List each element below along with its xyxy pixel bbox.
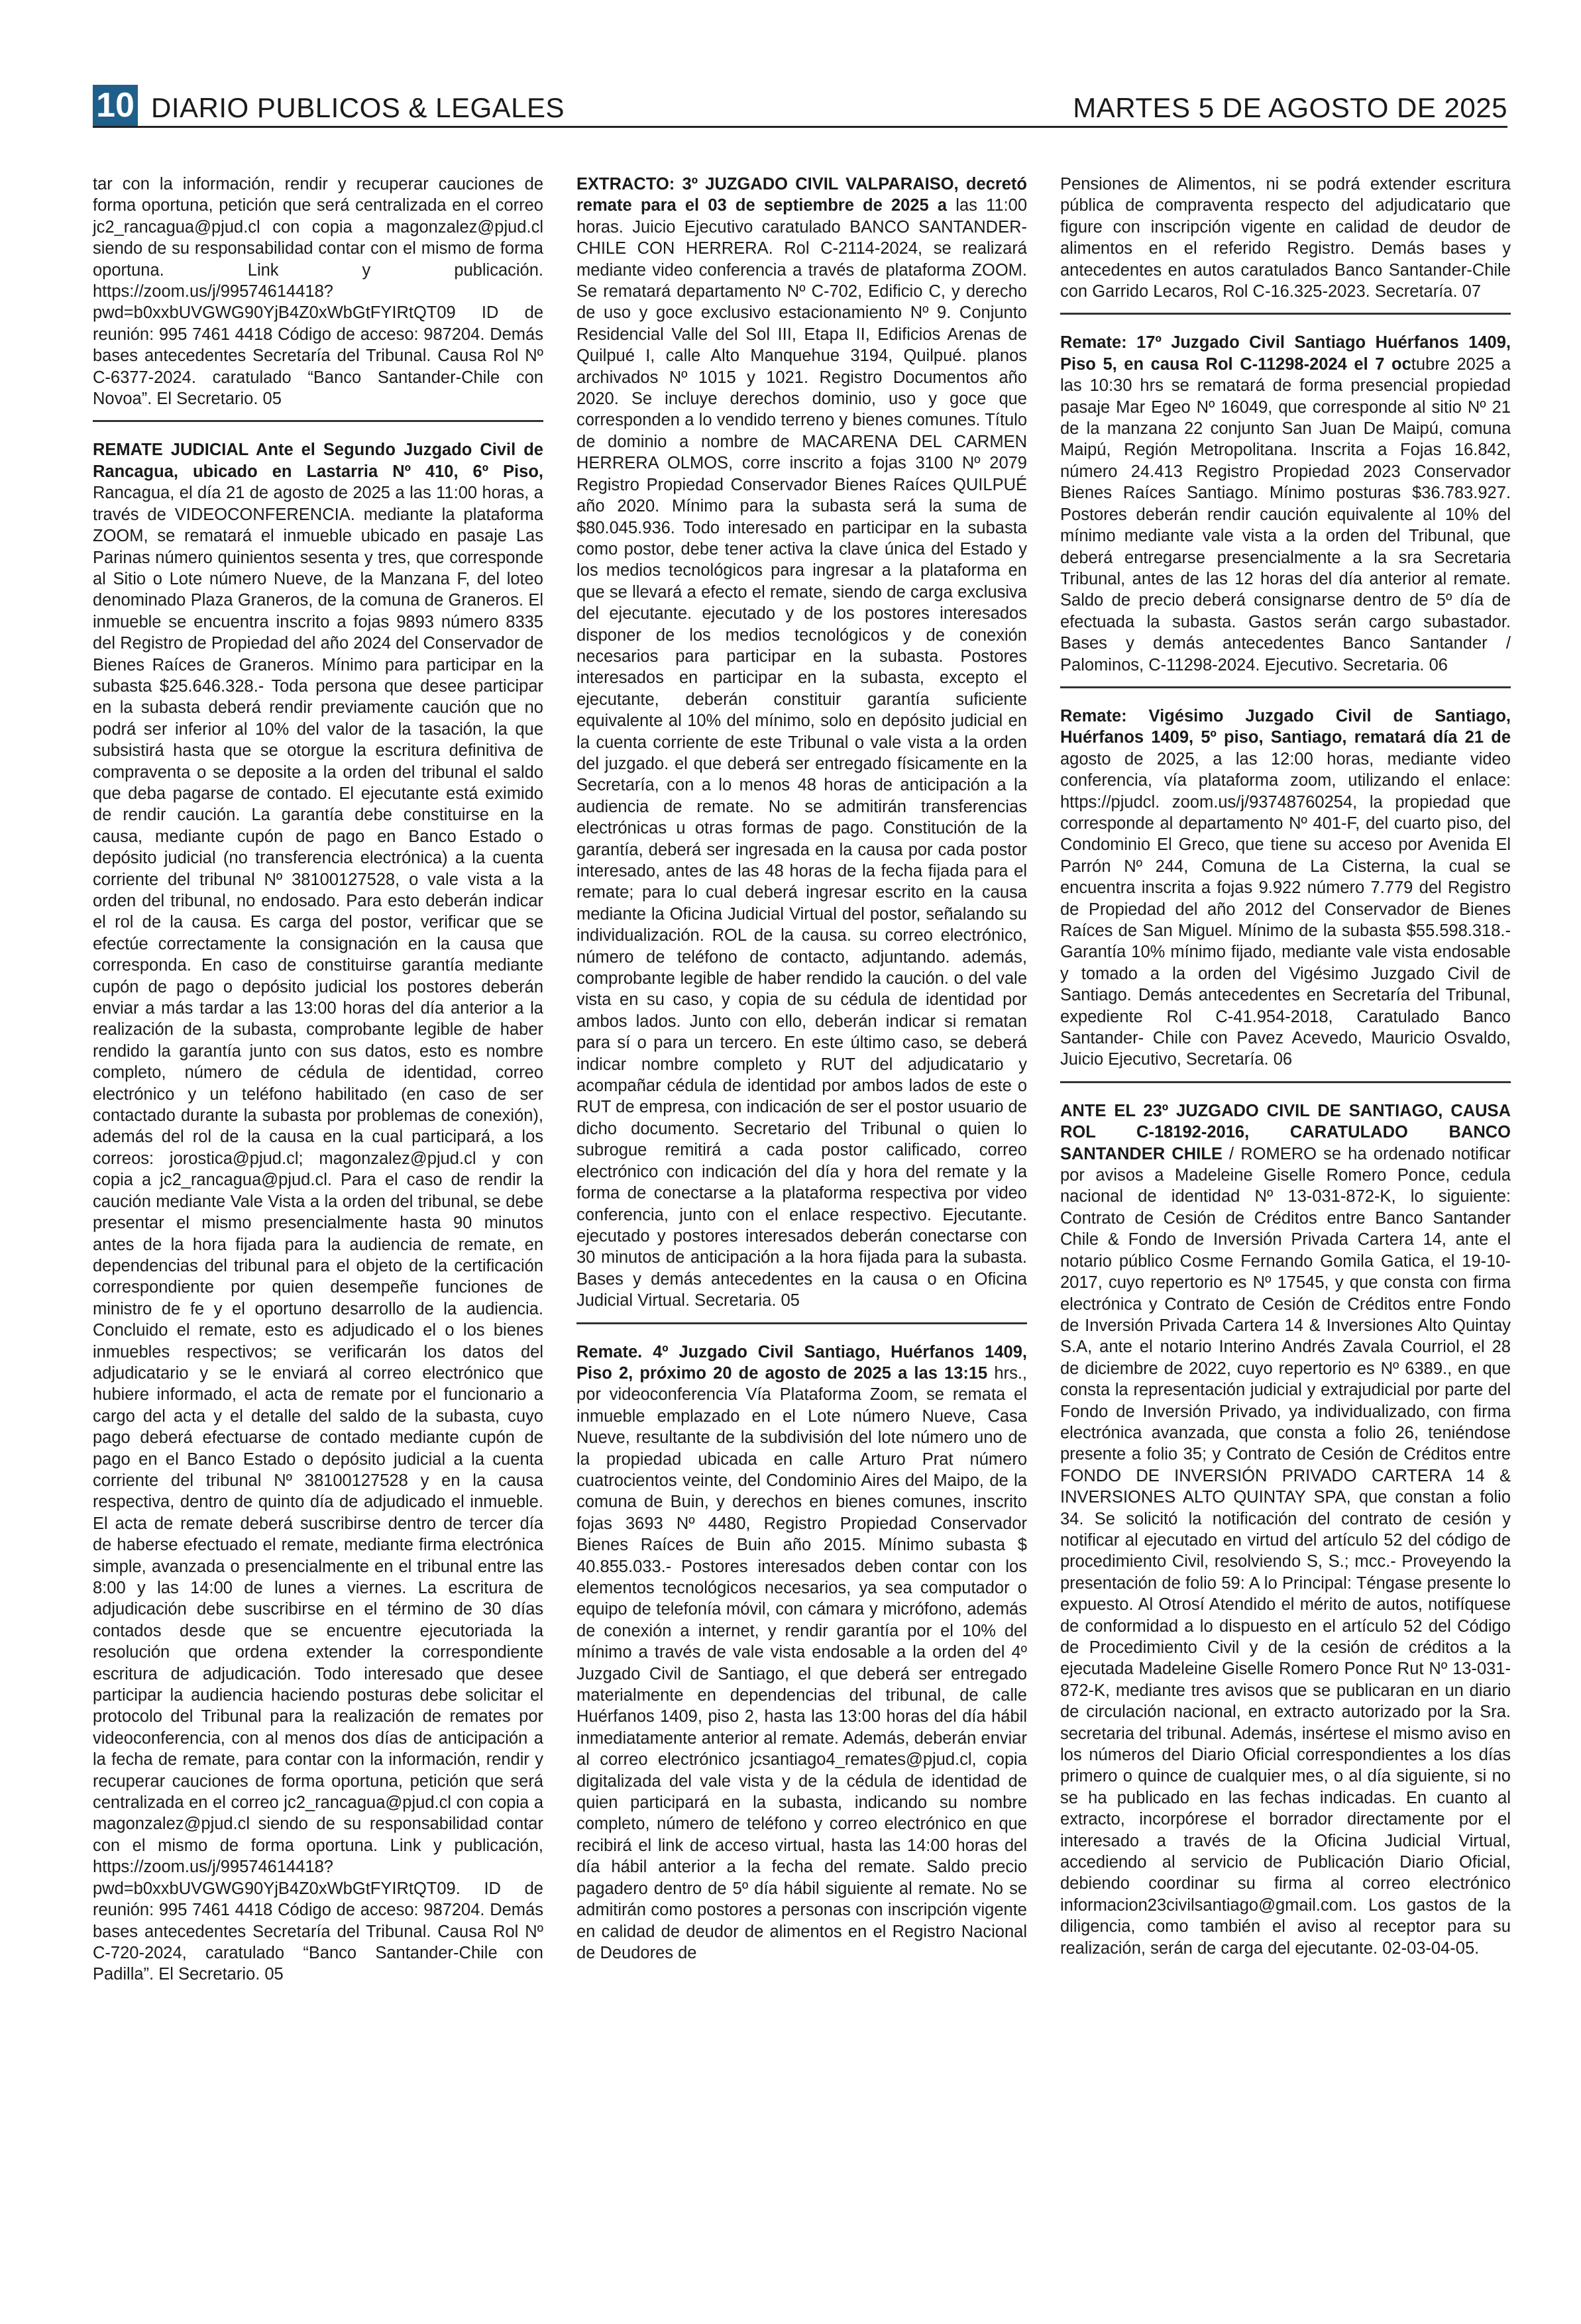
notice-text: tubre 2025 a las 10:30 hrs se rematará de forma presencial propiedad pasaje Mar Egeo Nº 16049, que corresponde al sitio Nº 21 de la manzana 22 conjunto San Juan De Maipú, comuna Maipú, Región Metropolitana. Inscrita a Fojas 16.842, número 24.413 Registro Propiedad 2023 Conservador Bienes Raíces Santiago. Mínimo posturas $36.783.927. Postores deberán rendir caución equivalente al 10% del mínimo mediante vale vista a la orden del Tribunal, que deberá entregarse presencialmente a la sra Secretaria Tribunal, antes de las 12 horas del día anterior al remate. Saldo de precio deberá consignarse dentro de 5º día de efectuada la subasta. Gastos serán cargo subastador. Bases y demás antecedentes Banco Santander / Palominos, C-11298-2024. Ejecutivo. Secretaria. 06 <box>1060 354 1511 674</box>
notice-separator <box>93 420 543 422</box>
notice-separator <box>1060 313 1511 315</box>
legal-notice <box>1060 332 1511 676</box>
notice-text: agosto de 2025, a las 12:00 horas, mediante video conferencia, vía plataforma zoom, utilizando el enlace: https://pjudcl. zoom.us/j/93748760254, la propiedad que corresponde al departamento Nº 401-F, del cuarto piso, del Condominio El Greco, que tiene su acceso por Avenida El Parrón Nº 244, Comuna de La Cisterna, la cual se encuentra inscrita a fojas 9.922 número 7.779 del Registro de Propiedad del año 2012 del Conservador de Bienes Raíces de San Miguel. Mínimo de la subasta $55.598.318.- Garantía 10% mínimo fijado, mediante vale vista endosable y tomado a la orden del Vigésimo Juzgado Civil de Santiago. Demás antecedentes en Secretaría del Tribunal, expediente Rol C-41.954-2018, Caratulado Banco Santander- Chile con Pavez Acevedo, Mauricio Osvaldo, Juicio Ejecutivo, Secretaría. 06 <box>1060 749 1511 1069</box>
notice-heading: EXTRACTO: 3º JUZGADO CIVIL VALPARAISO, decretó remate para el 03 de septiembre de 2025 a <box>576 175 1027 215</box>
page-number: 10 <box>93 85 138 126</box>
notice-heading: Remate: 17º Juzgado Civil Santiago Huérfanos 1409, Piso 5, en causa Rol C-11298-2024 el 7 oc <box>1060 333 1511 374</box>
publication-date: MARTES 5 DE AGOSTO DE 2025 <box>1073 92 1507 123</box>
notice-heading: Remate: Vigésimo Juzgado Civil de Santiago, Huérfanos 1409, 5º piso, Santiago, rematará día 21 de <box>1060 706 1511 747</box>
notice-text: hrs., por videoconferencia Vía Plataforma Zoom, se remata el inmueble emplazado en el Lote número Nueve, Casa Nueve, resultante de la subdivisión del lote número uno de la propiedad ubicada en calle Arturo Prat número cuatrocientos veinte, del Condominio Aires del Maipo, de la comuna de Buin, y derechos en bienes comunes, inscrito fojas 3693 Nº 4480, Registro Propiedad Conservador Bienes Raíces de Buin año 2015. Mínimo subasta $ 40.855.033.- Postores interesados deben contar con los elementos tecnológicos necesarios, ya sea computador o equipo de telefonía móvil, con cámara y micrófono, además de conexión a internet, y rendir garantía por el 10% del mínimo a través de vale vista endosable a la orden del 4º Juzgado Civil de Santiago, el que deberá ser entregado materialmente en dependencias del tribunal, de calle Huérfanos 1409, piso 2, hasta las 13:00 horas del día hábil inmediatamente anterior al remate. Además, deberán enviar al correo electrónico jcsantiago4_remates@pjud.cl, copia digitalizada del vale vista y de la cédula de identidad de quien participará en la subasta, indicando su nombre completo, número de teléfono y correo electrónico en que recibirá el link de acceso virtual, hasta las 14:00 horas del día hábil anterior a la fecha del remate. Saldo precio pagadero dentro de 5º día hábil siguiente al remate. No se admitirán como postores a personas con inscripción vigente en calidad de deudor de alimentos en el Registro Nacional de Deudores de <box>576 1363 1027 1962</box>
legal-notice <box>1060 174 1511 302</box>
column-3 <box>1060 174 1511 1959</box>
notice-separator <box>576 1322 1027 1324</box>
legal-notice <box>576 174 1027 1312</box>
publication-title: DIARIO PUBLICOS & LEGALES <box>151 92 565 123</box>
notice-separator <box>1060 1081 1511 1083</box>
notice-heading: Remate. 4º Juzgado Civil Santiago, Huérfanos 1409, Piso 2, próximo 20 de agosto de 2025 a las 13:15 <box>576 1342 1027 1383</box>
notice-text: Rancagua, el día 21 de agosto de 2025 a las 11:00 horas, a través de VIDEOCONFERENCIA. mediante la plataforma ZOOM, se rematará el inmueble ubicado en pasaje Las Parinas número quinientos sesenta y tres, que corresponde al Sitio o Lote número Nueve, de la Manzana F, del loteo denominado Plaza Graneros, de la comuna de Graneros. El inmueble se encuentra inscrito a fojas 9893 número 8335 del Registro de Propiedad del año 2024 del Conservador de Bienes Raíces de Graneros. Mínimo para participar en la subasta $25.646.328.- Toda persona que desee participar en la subasta deberá rendir previamente caución que no podrá ser inferior al 10% del valor de la tasación, la que subsistirá hasta que se otorgue la escritura definitiva de compraventa o se deposite a la orden del tribunal el saldo que deba pagarse de contado. El ejecutante está eximido de rendir caución. La garantía debe constituirse en la causa, mediante cupón de pago en Banco Estado o depósito judicial (no transferencia electrónica) a la cuenta corriente del tribunal Nº 38100127528, o vale vista a la orden del tribunal, no endosado. Para esto deberán indicar el rol de la causa. Es carga del postor, verificar que se efectúe correctamente la consignación en la causa que corresponda. En caso de constituirse garantía mediante cupón de pago o depósito judicial los postores deberán enviar a más tardar a las 13:00 horas del día anterior a la realización de la subasta, comprobante legible de haber rendido la garantía junto con sus datos, esto es nombre completo, número de cédula de identidad, correo electrónico y un teléfono habilitado (en caso de ser contactado durante la subasta por problemas de conexión), además del rol de la causa en la cual participará, a los correos: jorostica@pjud.cl; magonzalez@pjud.cl y con copia a jc2_rancagua@pjud.cl. Para el caso de rendir la caución mediante Vale Vista a la orden del tribunal, se debe presentar el mismo presencialmente hasta 90 minutos antes de la hora fijada para la audiencia de remate, en dependencias del tribunal para el objeto de la certificación correspondiente por quien desempeñe funciones de ministro de fe y el oportuno desarrollo de la audiencia. Concluido el remate, esto es adjudicado el o los bienes inmuebles respectivos; se verificarán los datos del adjudicatario y se le enviará al correo electrónico que hubiere informado, el acta de remate por el funcionario a cargo del acta y el detalle del saldo de la subasta, cuyo pago deberá efectuarse de contado mediante cupón de pago en el Banco Estado o depósito judicial a la cuenta corriente del tribunal Nº 38100127528 y en la causa respectiva, dentro de quinto día de adjudicado el inmueble. El acta de remate deberá suscribirse dentro de tercer día de haberse efectuado el remate, mediante firma electrónica simple, avanzada o presencialmente en el tribunal entre las 8:00 y las 14:00 de lunes a viernes. La escritura de adjudicación debe suscribirse en el término de 30 días contados desde que se encuentre ejecutoriada la resolución que ordena extender la correspondiente escritura de adjudicación. Todo interesado que desee participar la audiencia haciendo posturas debe solicitar el protocolo del Tribunal para la realización de remates por videoconferencia, con al menos dos días de anticipación a la fecha de remate, para contar con la información, rendir y recuperar cauciones de forma oportuna, petición que será centralizada en el correo jc2_rancagua@pjud.cl con copia a magonzalez@pjud.cl siendo de su responsabilidad contar con el mismo de forma oportuna. Link y publicación, https://zoom.us/j/99574614418?pwd=b0xxbUVGWG90YjB4Z0xWbGtFYIRtQT09. ID de reunión: 995 7461 4418 Código de acceso: 987204. Demás bases antecedentes Secretaría del Tribunal. Causa Rol Nº C-720-2024, caratulado “Banco Santander-Chile con Padilla”. El Secretario. 05 <box>93 484 543 1984</box>
legal-notice <box>1060 1100 1511 1959</box>
legal-notice <box>1060 706 1511 1071</box>
notice-text: / ROMERO se ha ordenado notificar por avisos a Madeleine Giselle Romero Ponce, cedula nacional de identidad Nº 13-031-872-K, lo siguiente: Contrato de Cesión de Créditos entre Banco Santander Chile & Fondo de Inversión Privada Cartera 14, ante el notario público Cosme Fernando Gomila Gatica, el 19-10-2017, cuyo repertorio es Nº 17545, y que consta con firma electrónica y Contrato de Cesión de Créditos entre Fondo de Inversión Privada Cartera 14 & Inversiones Alto Quintay S.A, ante el notario Interino Andrés Zavala Courriol, el 28 de diciembre de 2022, cuyo repertorio es Nº 6389., en que consta la representación judicial y extrajudicial por parte del Fondo de Inversión Privado, ya individualizado, con firma electrónica avanzada, que consta a folio 26, teniéndose presente a folio 35; y Contrato de Cesión de Créditos entre FONDO DE INVERSIÓN PRIVADO CARTERA 14 & INVERSIONES ALTO QUINTAY SPA, que constan a folio 34. Se solicitó la notificación del contrato de cesión y notificar al ejecutado en virtud del artículo 52 del código de procedimiento Civil, resolviendo S, S.; mcc.- Proveyendo la presentación de folio 59: A lo Principal: Téngase presente lo expuesto. Al Otrosí Atendido el mérito de autos, notifíquese de conformidad a lo dispuesto en el artículo 52 del Código de Procedimiento Civil y de la cesión de créditos a la ejecutada Madeleine Giselle Romero Ponce Rut Nº 13-031-872-K, mediante tres avisos que se publicaran en un diario de circulación nacional, en extracto autorizado por la Sra. secretaria del tribunal. Además, insértese el mismo aviso en los números del Diario Oficial correspondientes a los días primero o quince de cualquier mes, o al día siguiente, si no se ha publicado en las fechas indicadas. En cuanto al extracto, incorpórese el borrador directamente por el interesado a través de la Oficina Judicial Virtual, accediendo al servicio de Publicación Diario Oficial, debiendo coordinar su firma al correo electrónico informacion23civilsantiago@gmail.com. Los gastos de la diligencia, como también el aviso al receptor para su realización, serán de carga del ejecutante. 02-03-04-05. <box>1060 1144 1511 1958</box>
legal-notice <box>93 439 543 1985</box>
column-2 <box>576 174 1027 1964</box>
notice-text: Pensiones de Alimentos, ni se podrá extender escritura pública de compraventa respecto del adjudicatario que figure con inscripción vigente en calidad de deudor de alimentos en el referido Registro. Demás bases y antecedentes en autos caratulados Banco Santander-Chile con Garrido Lecaros, Rol C-16.325-2023. Secretaría. 07 <box>1060 175 1511 301</box>
page-header <box>93 85 1507 128</box>
notice-text: las 11:00 horas. Juicio Ejecutivo caratulado BANCO SANTANDER-CHILE CON HERRERA. Rol C-2114-2024, se realizará mediante video conferencia a través de plataforma ZOOM. Se rematará departamento Nº C-702, Edificio C, y derecho de uso y goce exclusivo estacionamiento Nº 9. Conjunto Residencial Valle del Sol III, Etapa II, Edificios Arenas de Quilpué I, calle Alto Manquehue 3194, Quilpué. planos archivados Nº 1015 y 1021. Registro Documentos año 2020. Se incluye derechos dominio, uso y goce que corresponden a lo vendido terreno y bienes comunes. Título de dominio a nombre de MACARENA DEL CARMEN HERRERA OLMOS, corre inscrito a fojas 3100 Nº 2079 Registro Propiedad Conservador Bienes Raíces QUILPUÉ año 2020. Mínimo para la subasta será la suma de $80.045.936. Todo interesado en participar en la subasta como postor, debe tener activa la clave única del Estado y los medios tecnológicos para ingresar a la plataforma en que se llevará a efecto el remate, siendo de carga exclusiva del ejecutante. ejecutado y de los postores interesados disponer de los medios tecnológicos y de conexión necesarios para participar en la subasta. Postores interesados en participar en la subasta, excepto el ejecutante, deberán constituir garantía suficiente equivalente al 10% del mínimo, solo en depósito judicial en la cuenta corriente de este Tribunal o vale vista a la orden del juzgado. el que deberá ser entregado físicamente en la Secretaría, con a lo menos 48 horas de anticipación a la audiencia de remate. No se admitirán transferencias electrónicas u otras formas de pago. Constitución de la garantía, deberá ser ingresada en la causa por cada postor interesado, antes de las 48 horas de la fecha fijada para el remate; para lo cual deberá ingresar escrito en la causa mediante la Oficina Judicial Virtual del postor, señalando su individualización. ROL de la causa. su correo electrónico, número de teléfono de contacto, adjuntando. además, comprobante legible de haber rendido la caución. o del vale vista en su caso, y copia de su cédula de identidad por ambos lados. Junto con ello, deberán indicar si rematan para sí o para un tercero. En este último caso, se deberá indicar nombre completo y RUT del adjudicatario y acompañar cédula de identidad por ambos lados de este o RUT de empresa, con indicación de ser el postor usuario de dicho documento. Secretario del Tribunal o quien lo subrogue remitirá a cada postor calificado, correo electrónico con indicación del día y hora del remate y la forma de conectarse a la plataforma respectiva por video conferencia, junto con el enlace respectivo. Ejecutante. ejecutado y postores interesados deberán conectarse con 30 minutos de anticipación a la hora fijada para la subasta. Bases y demás antecedentes en la causa o en Oficina Judicial Virtual. Secretaria. 05 <box>576 196 1027 1310</box>
legal-notice <box>576 1342 1027 1964</box>
notice-text: tar con la información, rendir y recuperar cauciones de forma oportuna, petición que será centralizada en el correo jc2_rancagua@pjud.cl con copia a magonzalez@pjud.cl siendo de su responsabilidad contar con el mismo de forma oportuna. Link y publicación. https://zoom.us/j/99574614418?pwd=b0xxbUVGWG90YjB4Z0xWbGtFYIRtQT09 ID de reunión: 995 7461 4418 Código de acceso: 987204. Demás bases antecedentes Secretaría del Tribunal. Causa Rol Nº C-6377-2024. caratulado “Banco Santander-Chile con Novoa”. El Secretario. 05 <box>93 175 543 409</box>
notice-separator <box>1060 686 1511 688</box>
legal-notice <box>93 174 543 409</box>
column-1 <box>93 174 543 1985</box>
notice-heading: REMATE JUDICIAL Ante el Segundo Juzgado Civil de Rancagua, ubicado en Lastarria Nº 410, 6º Piso, <box>93 441 543 481</box>
notice-heading: ANTE EL 23º JUZGADO CIVIL DE SANTIAGO, CAUSA ROL C-18192-2016, CARATULADO BANCO SANTANDER CHILE <box>1060 1101 1511 1163</box>
